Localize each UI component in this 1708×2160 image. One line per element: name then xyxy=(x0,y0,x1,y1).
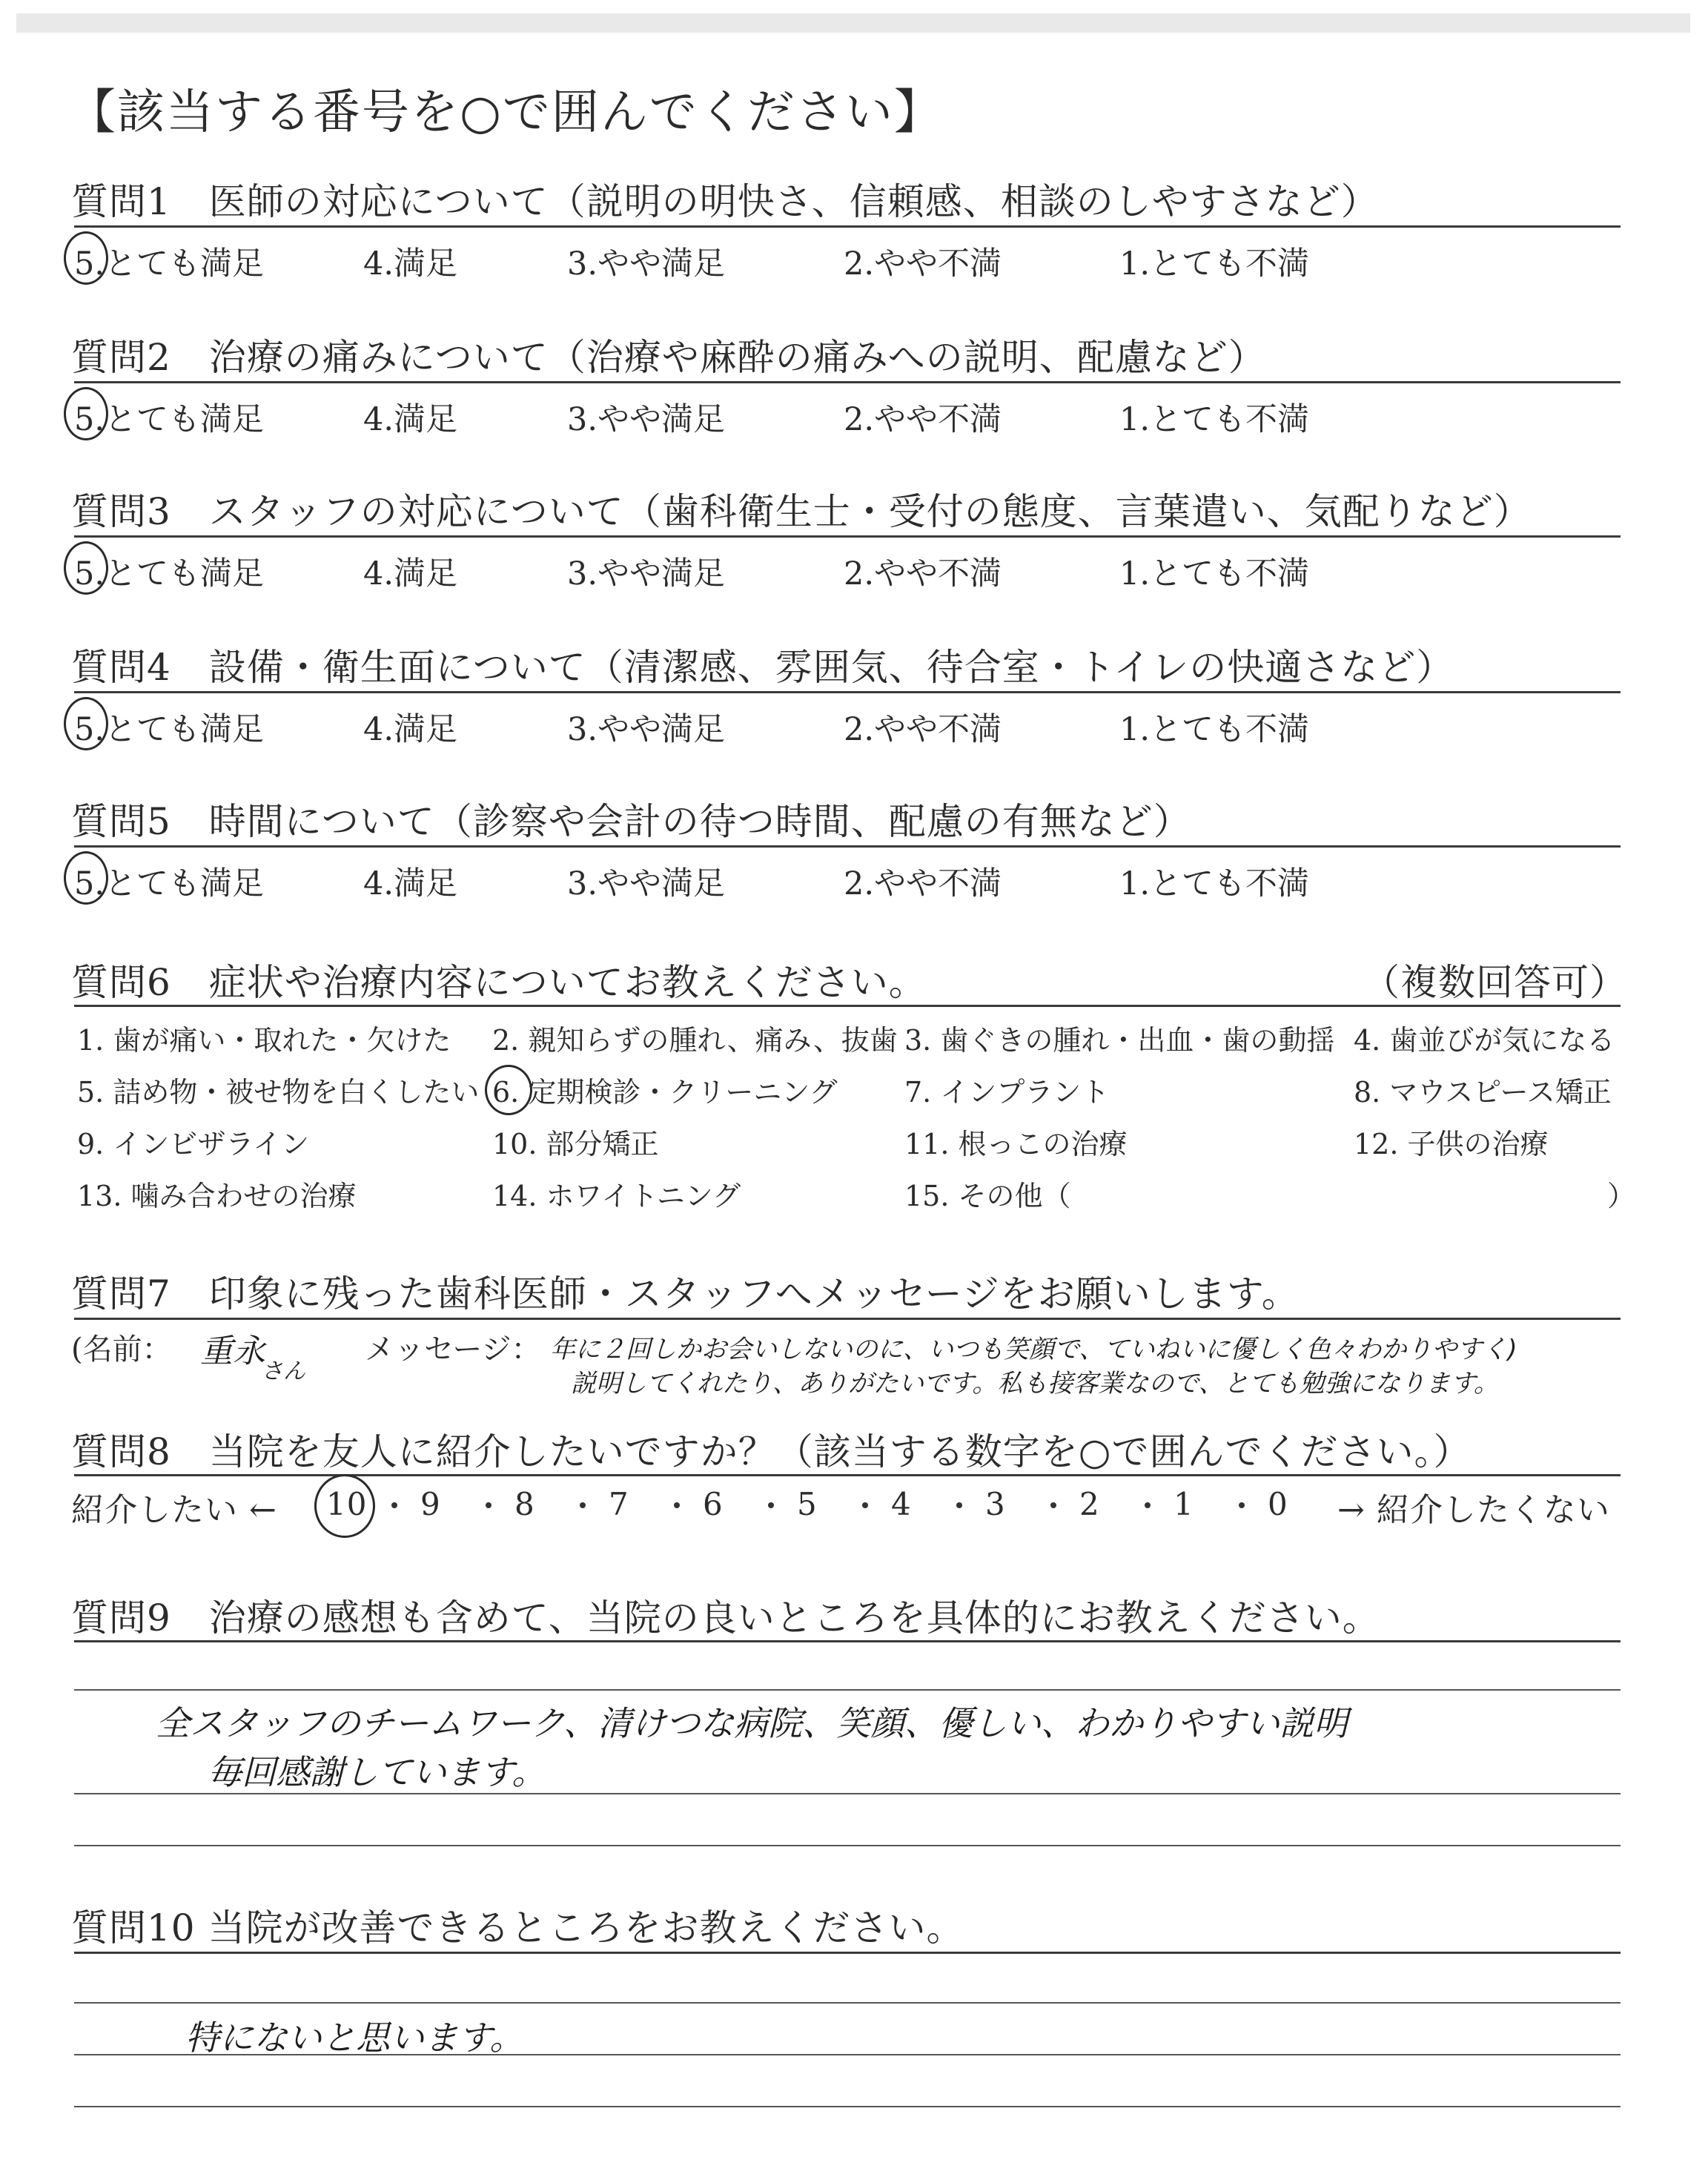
q7-name-value[interactable]: 重永 xyxy=(200,1332,265,1370)
q8-scale-1[interactable]: 1 xyxy=(1174,1486,1194,1522)
question-3-option-1[interactable]: 1.とても不満 xyxy=(1119,555,1310,592)
q8-scale-2[interactable]: 2 xyxy=(1079,1486,1100,1522)
question-3-option-5[interactable]: 5.とても満足 xyxy=(74,555,265,592)
q6-selected-circle xyxy=(485,1065,532,1115)
question-5-selected-circle xyxy=(64,851,108,905)
q8-scale-5[interactable]: 5 xyxy=(797,1486,818,1522)
q8-scale-separator xyxy=(1239,1502,1245,1508)
q6-option-1[interactable]: 1. 歯が痛い・取れた・欠けた xyxy=(77,1024,451,1057)
q10-answer-line1[interactable]: 特にないと思います。 xyxy=(185,2018,524,2058)
q6-option-14[interactable]: 14. ホワイトニング xyxy=(492,1180,741,1212)
q9-line-4 xyxy=(74,1845,1621,1846)
q10-line-4 xyxy=(74,2106,1621,2107)
question-1-option-1[interactable]: 1.とても不満 xyxy=(1119,245,1310,283)
q7-message-label: メッセージ： xyxy=(365,1332,541,1367)
question-5-underline xyxy=(74,845,1621,848)
question-5-option-5[interactable]: 5.とても満足 xyxy=(74,865,265,902)
question-1-option-3[interactable]: 3.やや満足 xyxy=(567,245,726,283)
q8-scale-8[interactable]: 8 xyxy=(514,1486,535,1522)
question-3-underline xyxy=(74,535,1621,538)
question-3-title: 質問3 スタッフの対応について（歯科衛生士・受付の態度、言葉遣い、気配りなど） xyxy=(71,490,1532,533)
q8-underline xyxy=(74,1474,1621,1476)
q6-note: （複数回答可） xyxy=(1363,961,1627,1004)
q6-title: 質問6 症状や治療内容についてお教えください。 xyxy=(71,961,927,1004)
question-4-option-2[interactable]: 2.やや不満 xyxy=(844,711,1002,748)
q8-scale-4[interactable]: 4 xyxy=(891,1486,912,1522)
q6-option-8[interactable]: 8. マウスピース矯正 xyxy=(1354,1076,1612,1109)
question-2-title: 質問2 治療の痛みについて（治療や麻酔の痛みへの説明、配慮など） xyxy=(71,336,1266,379)
question-1-underline xyxy=(74,225,1621,228)
q7-message-line1[interactable]: 年に２回しかお会いしないのに、いつも笑顔で、ていねいに優しく色々わかりやすく) xyxy=(550,1335,1517,1364)
question-2-option-3[interactable]: 3.やや満足 xyxy=(567,401,726,438)
question-4-underline xyxy=(74,691,1621,693)
q7-san: さん xyxy=(261,1358,305,1384)
q6-option-13[interactable]: 13. 噛み合わせの治療 xyxy=(77,1180,357,1212)
question-1-option-5[interactable]: 5.とても満足 xyxy=(74,245,265,283)
question-1-title: 質問1 医師の対応について（説明の明快さ、信頼感、相談のしやすさなど） xyxy=(71,180,1379,223)
question-4-option-3[interactable]: 3.やや満足 xyxy=(567,711,726,748)
q9-title: 質問9 治療の感想も含めて、当院の良いところを具体的にお教えください。 xyxy=(71,1596,1380,1639)
q7-title: 質問7 印象に残った歯科医師・スタッフへメッセージをお願いします。 xyxy=(71,1272,1300,1315)
question-5-option-2[interactable]: 2.やや不満 xyxy=(844,865,1002,902)
page-header: 【該当する番号を○で囲んでください】 xyxy=(68,85,943,140)
q8-scale-separator xyxy=(391,1502,397,1508)
q10-line-1 xyxy=(74,1952,1621,1954)
question-5-option-3[interactable]: 3.やや満足 xyxy=(567,865,726,902)
q8-right-label: → 紹介したくない xyxy=(1337,1491,1610,1529)
question-4-title: 質問4 設備・衛生面について（清潔感、雰囲気、待合室・トイレの快適さなど） xyxy=(71,646,1454,689)
question-3-option-4[interactable]: 4.満足 xyxy=(363,555,458,592)
q8-scale-separator xyxy=(862,1502,868,1508)
q8-scale-separator xyxy=(1145,1502,1151,1508)
question-4-selected-circle xyxy=(64,697,108,750)
q7-underline xyxy=(74,1318,1621,1320)
q8-scale-separator xyxy=(956,1502,962,1508)
q8-title: 質問8 当院を友人に紹介したいですか？（該当する数字を○で囲んでください。） xyxy=(71,1430,1472,1473)
q6-option-4[interactable]: 4. 歯並びが気になる xyxy=(1354,1024,1615,1057)
question-1-option-4[interactable]: 4.満足 xyxy=(363,245,458,283)
question-2-option-1[interactable]: 1.とても不満 xyxy=(1119,401,1310,438)
q8-left-label: 紹介したい ← xyxy=(71,1491,277,1529)
q10-line-2 xyxy=(74,2002,1621,2004)
q6-option-10[interactable]: 10. 部分矯正 xyxy=(492,1128,659,1160)
q6-option-9[interactable]: 9. インビザライン xyxy=(77,1128,310,1160)
q8-scale-separator xyxy=(1050,1502,1056,1508)
q6-option-2[interactable]: 2. 親知らずの腫れ、痛み、抜歯 xyxy=(492,1024,898,1057)
q6-option-12[interactable]: 12. 子供の治療 xyxy=(1354,1128,1549,1160)
q6-underline xyxy=(74,1005,1621,1007)
q6-option-15[interactable]: 15. その他（ xyxy=(904,1180,1071,1212)
question-3-selected-circle xyxy=(64,541,108,595)
question-1-option-2[interactable]: 2.やや不満 xyxy=(844,245,1002,283)
q10-title: 質問10 当院が改善できるところをお教えください。 xyxy=(71,1906,964,1949)
q8-scale-separator xyxy=(768,1502,774,1508)
q6-option-3[interactable]: 3. 歯ぐきの腫れ・出血・歯の動揺 xyxy=(904,1024,1335,1057)
question-5-option-1[interactable]: 1.とても不満 xyxy=(1119,865,1310,902)
q6-option-11[interactable]: 11. 根っこの治療 xyxy=(904,1128,1128,1160)
q8-scale-9[interactable]: 9 xyxy=(420,1486,441,1522)
q8-scale-0[interactable]: 0 xyxy=(1268,1486,1288,1522)
q7-message-line2[interactable]: 説明してくれたり、ありがたいです。私も接客業なので、とても勉強になります。 xyxy=(571,1369,1499,1398)
question-2-selected-circle xyxy=(64,387,108,440)
q8-scale-10[interactable]: 10 xyxy=(326,1486,368,1522)
q9-answer-line2[interactable]: 毎回感謝しています。 xyxy=(208,1752,546,1792)
question-1-selected-circle xyxy=(64,231,108,285)
question-2-option-4[interactable]: 4.満足 xyxy=(363,401,458,438)
question-2-option-2[interactable]: 2.やや不満 xyxy=(844,401,1002,438)
q8-scale-separator xyxy=(674,1502,680,1508)
q7-name-label: (名前： xyxy=(71,1332,172,1367)
q9-line-1 xyxy=(74,1640,1621,1642)
question-3-option-3[interactable]: 3.やや満足 xyxy=(567,555,726,592)
question-2-option-5[interactable]: 5.とても満足 xyxy=(74,401,265,438)
q8-scale-3[interactable]: 3 xyxy=(985,1486,1006,1522)
question-4-option-1[interactable]: 1.とても不満 xyxy=(1119,711,1310,748)
q8-scale-6[interactable]: 6 xyxy=(703,1486,724,1522)
q6-option-7[interactable]: 7. インプラント xyxy=(904,1076,1110,1109)
question-5-title: 質問5 時間について（診察や会計の待つ時間、配慮の有無など） xyxy=(71,800,1191,843)
question-3-option-2[interactable]: 2.やや不満 xyxy=(844,555,1002,592)
q9-answer-line1[interactable]: 全スタッフのチームワーク、清けつな病院、笑顔、優しい、わかりやすい説明 xyxy=(156,1703,1348,1743)
question-5-option-4[interactable]: 4.満足 xyxy=(363,865,458,902)
question-4-option-4[interactable]: 4.満足 xyxy=(363,711,458,748)
q8-scale-separator xyxy=(580,1502,586,1508)
q8-selected-circle xyxy=(314,1474,375,1538)
q6-option-other-close: ） xyxy=(1607,1180,1636,1212)
question-4-option-5[interactable]: 5.とても満足 xyxy=(74,711,265,748)
q8-scale-7[interactable]: 7 xyxy=(609,1486,629,1522)
q6-option-5[interactable]: 5. 詰め物・被せ物を白くしたい xyxy=(77,1076,480,1109)
scan-top-edge xyxy=(16,13,1690,33)
q8-scale-separator xyxy=(486,1502,491,1508)
q6-option-6[interactable]: 6. 定期検診・クリーニング xyxy=(492,1076,838,1109)
q9-line-2 xyxy=(74,1689,1621,1691)
question-2-underline xyxy=(74,381,1621,383)
